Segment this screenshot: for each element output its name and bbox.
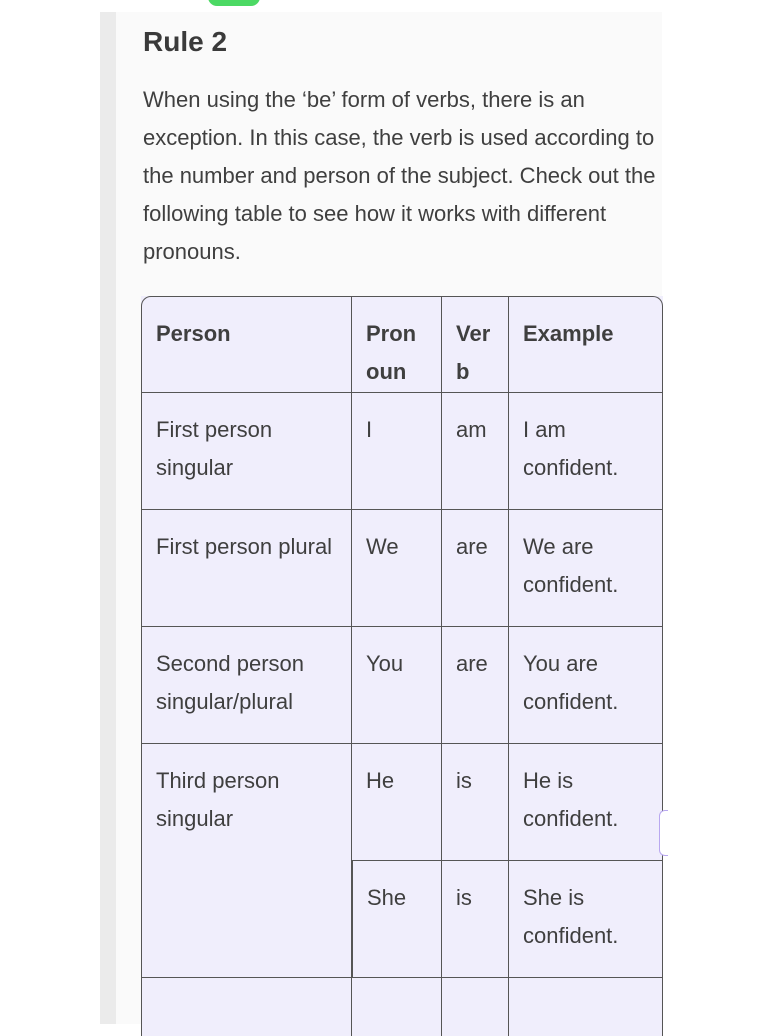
header-verb: Verb [442, 296, 509, 393]
cell-example: I am confident. [509, 393, 663, 510]
cell-person [141, 978, 352, 1036]
table-row [141, 393, 663, 510]
cell-example: He is confident. [509, 744, 663, 861]
cell-verb: is [442, 861, 509, 978]
table-row [141, 510, 663, 627]
cell-verb: are [442, 510, 509, 627]
cell-example [509, 978, 663, 1036]
table-row [141, 978, 663, 1036]
cell-pronoun: We [352, 510, 442, 627]
table-row [141, 627, 663, 744]
header-person: Person [141, 296, 352, 393]
cell-verb: am [442, 393, 509, 510]
cell-verb: is [442, 744, 509, 861]
cell-pronoun: He [352, 744, 442, 861]
status-bar [0, 0, 768, 8]
cell-verb [442, 978, 509, 1036]
table-row [141, 744, 663, 861]
cell-pronoun [352, 978, 442, 1036]
cell-example: We are confident. [509, 510, 663, 627]
cell-pronoun: She [352, 861, 442, 978]
cell-verb: are [442, 627, 509, 744]
cell-example: She is confident. [509, 861, 663, 978]
cell-person: First person singular [141, 393, 352, 510]
cell-person: Second person singular/plural [141, 627, 352, 744]
rule-title: Rule 2 [143, 26, 228, 57]
header-example: Example [509, 296, 663, 393]
rule-paragraph: When using the ‘be’ form of verbs, there is an exception. In this case, the verb is used according to the number and person of the subject. Check out the following table to see how it works with different pronouns. [143, 87, 656, 264]
cell-person: Third person singular [141, 744, 352, 978]
status-indicator-pill [208, 0, 260, 6]
header-pronoun: Pronoun [352, 296, 442, 393]
table-header-row [141, 296, 663, 393]
horizontal-scroll-handle[interactable] [659, 810, 668, 856]
cell-person: First person plural [141, 510, 352, 627]
cell-pronoun: You [352, 627, 442, 744]
cell-pronoun: I [352, 393, 442, 510]
cell-example: You are confident. [509, 627, 663, 744]
left-rail [100, 12, 116, 1024]
be-verb-table [141, 296, 663, 1036]
table-container[interactable] [141, 296, 665, 1036]
